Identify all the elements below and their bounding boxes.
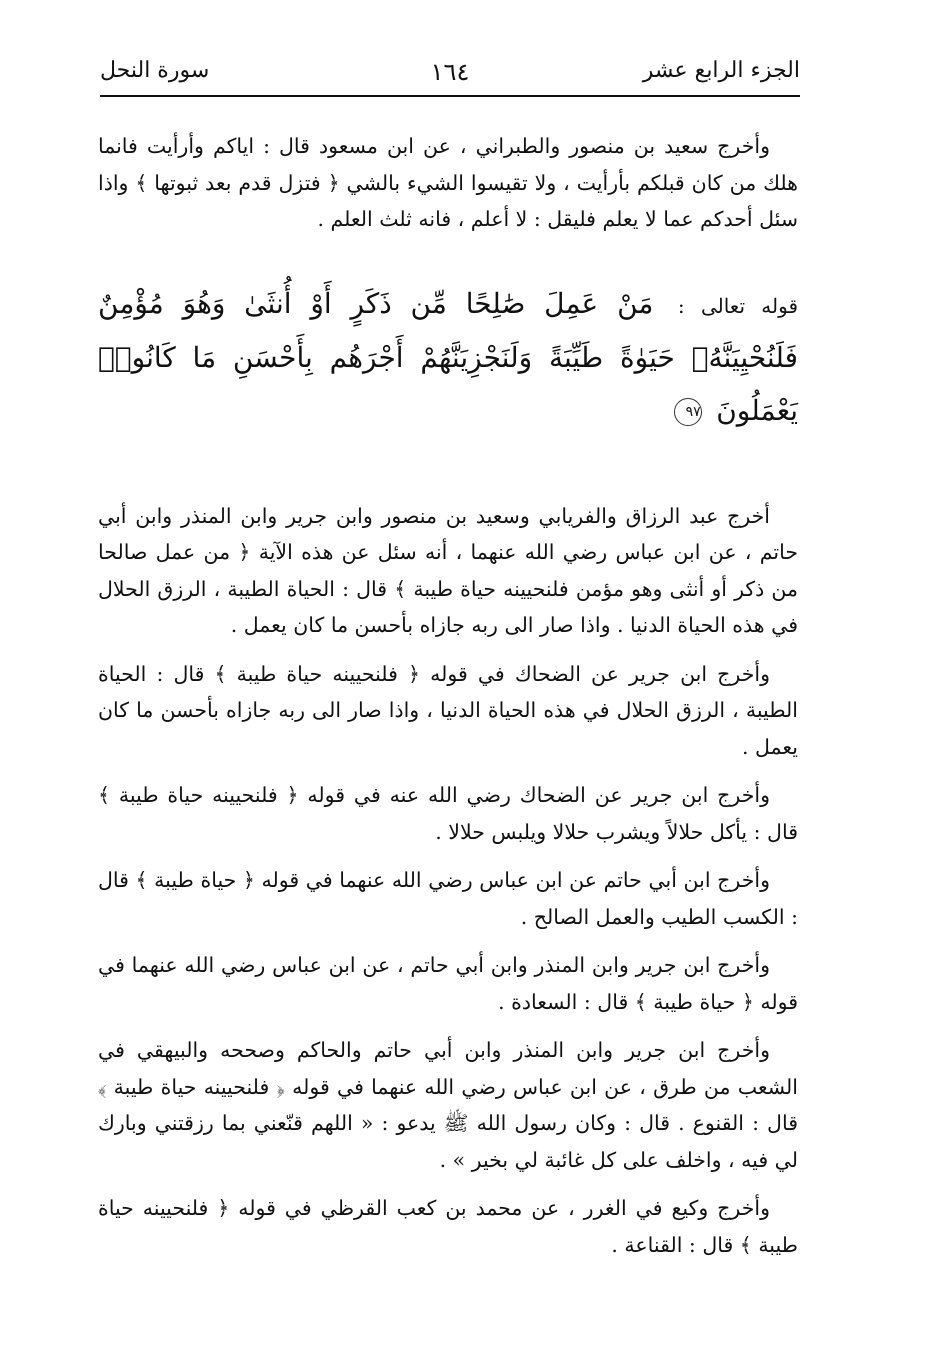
paragraph: وأخرج ابن جرير وابن المنذر وابن أبي حاتم والحاكم وصححه والبيهقي في الشعب من طرق ، عن ابن عباس رضي الله عنهما في قوله ﴿ فلنحيينه حياة طيبة ﴾ قال : القنوع . قال : وكان رسول الله ﷺ يدعو : « اللهم قنّعني بما رزقتني وبارك لي فيه ، واخلف على كل غائبة لي بخير » . (98, 1038, 798, 1172)
surah-label: سورة النحل (100, 58, 210, 83)
verse-number: ٩٧ (674, 398, 702, 426)
quran-verse (98, 278, 798, 438)
paragraph: وأخرج ابن جرير وابن المنذر وابن أبي حاتم ، عن ابن عباس رضي الله عنهما في قوله ﴿ حياة طيبة ﴾ قال : السعادة . (98, 953, 798, 1014)
page-number: ١٦٤ (430, 58, 470, 86)
paragraph: وأخرج ابن جرير عن الضحاك رضي الله عنه في قوله ﴿ فلنحيينه حياة طيبة ﴾ قال : يأكل حلالاً ويشرب حلالا ويلبس حلالا . (98, 783, 798, 844)
paragraph: أخرج عبد الرزاق والفريابي وسعيد بن منصور وابن جرير وابن المنذر وابن أبي حاتم ، عن ابن عباس رضي الله عنهما ، أنه سئل عن هذه الآية ﴿ من عمل صالحا من ذكر أو أنثى وهو مؤمن فلنحيينه حياة طيبة ﴾ قال : الحياة الطيبة ، الرزق الحلال في هذه الحياة الدنيا . واذا صار الى ربه جازاه بأحسن ما كان يعمل . (98, 503, 798, 637)
paragraph: وأخرج ابن أبي حاتم عن ابن عباس رضي الله عنهما في قوله ﴿ حياة طيبة ﴾ قال : الكسب الطيب والعمل الصالح . (98, 868, 798, 929)
paragraph: وأخرج وكيع في الغرر ، عن محمد بن كعب القرظي في قوله ﴿ فلنحيينه حياة طيبة ﴾ قال : القناعة . (98, 1196, 798, 1257)
verse-text: مَنْ عَمِلَ صَٰلِحًا مِّن ذَكَرٍ أَوْ أُنثَىٰ وَهُوَ مُؤْمِنٌ فَلَنُحْيِيَنَّهُۥ حَيَوٰةً طَيِّبَةً وَلَنَجْزِيَنَّهُمْ أَجْرَهُم بِأَحْسَنِ مَا كَانُوا۟ يَعْمَلُونَ (98, 286, 798, 427)
paragraph: وأخرج ابن جرير عن الضحاك في قوله ﴿ فلنحيينه حياة طيبة ﴾ قال : الحياة الطيبة ، الرزق الحلال في هذه الحياة الدنيا ، واذا صار الى ربه جازاه بأحسن ما كان يعمل . (98, 661, 798, 759)
header-rule (100, 95, 800, 97)
page-header (100, 52, 800, 92)
page-body (98, 128, 798, 1263)
intro-paragraph: وأخرج سعيد بن منصور والطبراني ، عن ابن مسعود قال : اياكم وأرأيت فانما هلك من كان قبلكم بأرأيت ، ولا تقيسوا الشيء بالشي ﴿ فتزل قدم بعد ثبوتها ﴾ واذا سئل أحدكم عما لا يعلم فليقل : لا أعلم ، فانه ثلث العلم . (98, 134, 798, 231)
verse-intro: قوله تعالى : (677, 293, 799, 318)
part-label: الجزء الرابع عشر (642, 58, 800, 83)
